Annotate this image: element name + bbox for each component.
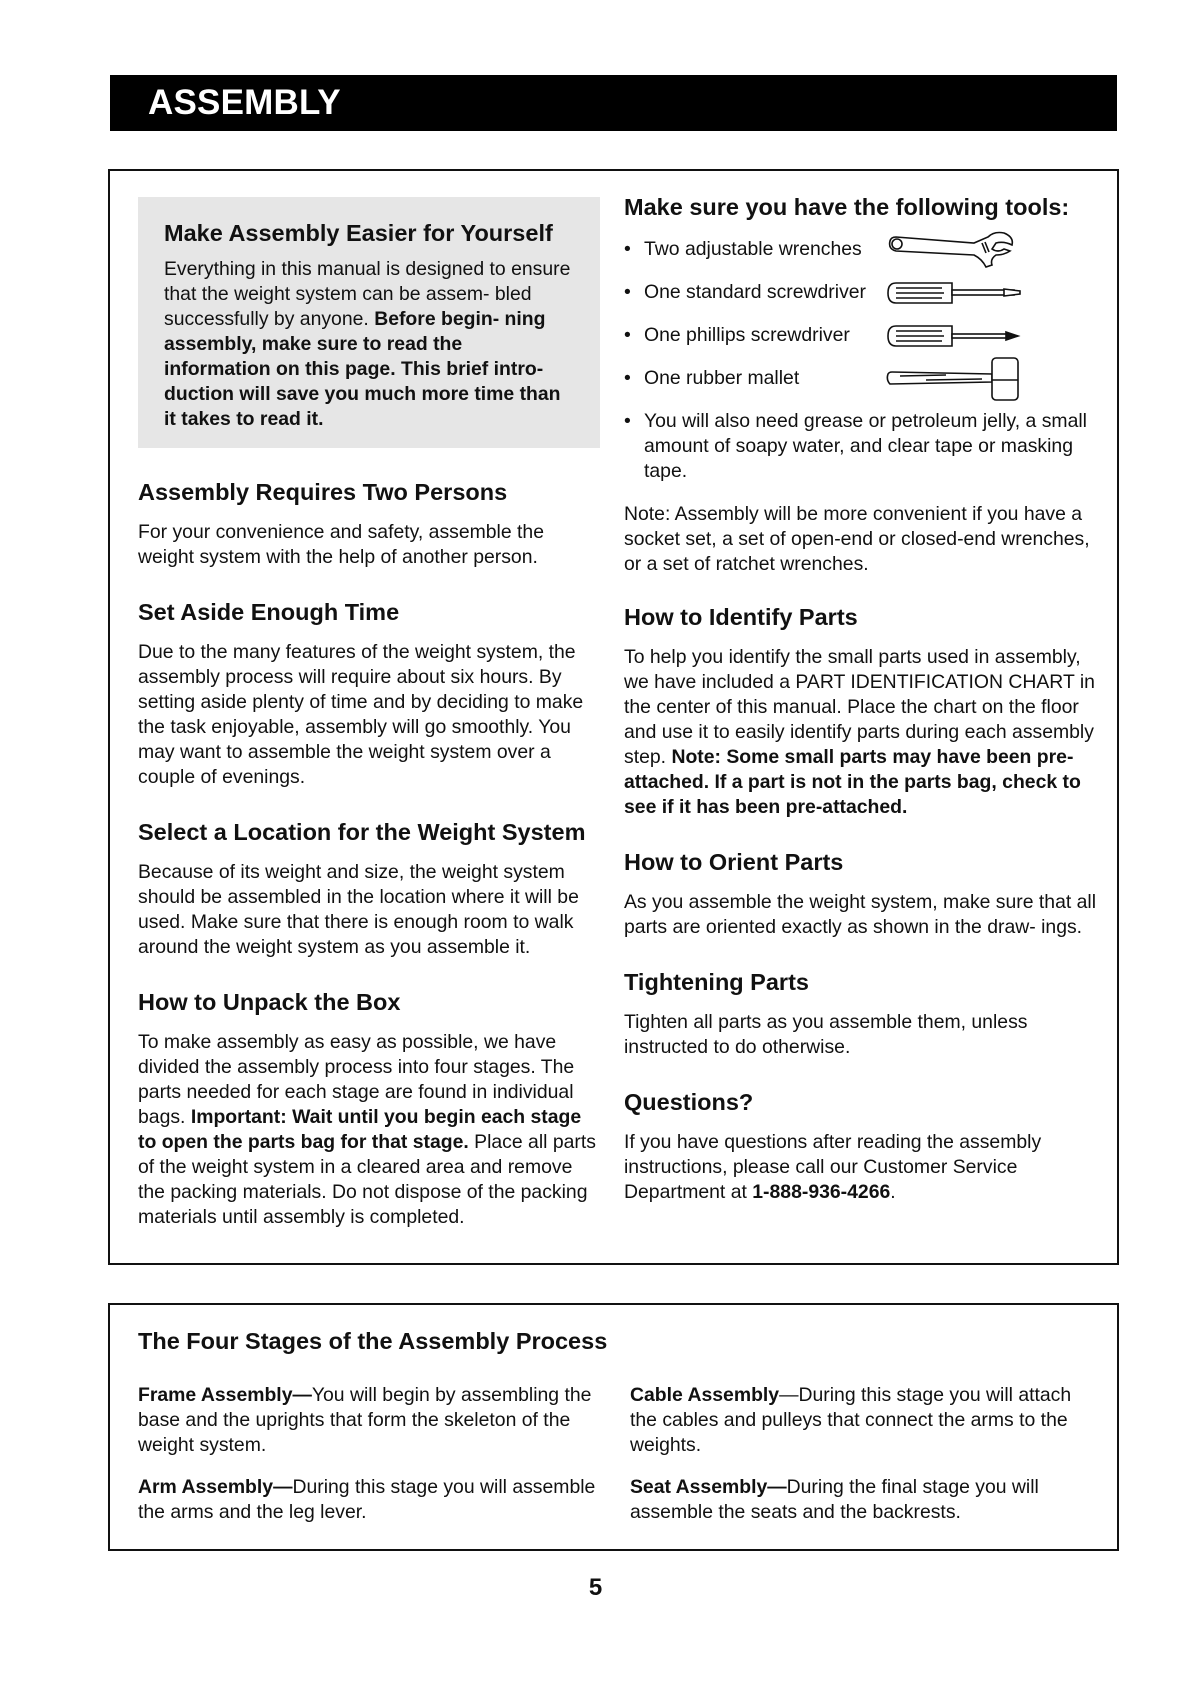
section-tightening-parts <box>624 968 1104 1060</box>
section-questions <box>624 1088 1104 1205</box>
tip-text <box>164 257 574 432</box>
stage-arm-assembly <box>138 1475 598 1525</box>
tools-heading: Make sure you have the following tools: <box>624 194 1070 220</box>
stage-cable-assembly <box>630 1383 1090 1458</box>
bullet: • <box>624 281 631 303</box>
section-heading: Questions? <box>624 1089 754 1115</box>
section-two-persons <box>138 478 600 570</box>
section-heading: Select a Location for the Weight System <box>138 819 586 845</box>
section-text: Tighten all parts as you assemble them, unless instructed to do otherwise. <box>624 1011 1028 1058</box>
assembly-info-box <box>108 169 1119 1265</box>
section-text <box>624 1130 1104 1205</box>
four-stages-box <box>108 1303 1119 1551</box>
text-normal: . <box>890 1181 896 1203</box>
bullet: • <box>624 238 631 260</box>
text-normal: To make assembly as easy as possible, we have divided the assembly process into four stages. The parts needed for each stage are found in individual bags. <box>138 1031 575 1128</box>
page-title: ASSEMBLY <box>148 83 341 122</box>
stage-text: You will begin by assembling the base and the uprights that form the skeleton of the weight system. <box>138 1384 592 1456</box>
section-enough-time <box>138 598 600 790</box>
stage-name: Frame Assembly— <box>138 1384 312 1406</box>
section-heading: Tightening Parts <box>624 969 809 995</box>
tip-box <box>138 197 600 448</box>
stage-frame-assembly <box>138 1383 598 1458</box>
tool-item-phillips-screwdriver <box>624 323 1104 366</box>
page-number: 5 <box>588 1574 603 1601</box>
phillips-screwdriver-icon <box>886 315 1021 357</box>
section-banner <box>110 75 1117 131</box>
tools-note: Note: Assembly will be more convenient if you have a socket set, a set of open-end or closed-end wrenches, or a set of ratchet wrenches. <box>624 503 1090 575</box>
section-heading: How to Unpack the Box <box>138 989 401 1015</box>
section-identify-parts <box>624 603 1104 820</box>
standard-screwdriver-icon <box>886 272 1021 314</box>
section-text <box>624 645 1104 820</box>
tool-item-wrench <box>624 237 1104 280</box>
text-normal: To help you identify the small parts used in assembly, we have included a PART IDENTIFICATION CHART in the center of this manual. Place the chart on the floor and use it to easily identify parts during each assembly step. <box>624 646 1095 768</box>
section-heading: Assembly Requires Two Persons <box>138 479 508 505</box>
phone-number[interactable]: 1-888-936-4266 <box>752 1181 891 1203</box>
tool-item-rubber-mallet <box>624 366 1104 409</box>
tools-list <box>624 237 1104 484</box>
text-normal: If you have questions after reading the assembly instructions, please call our Customer Service Department at <box>624 1131 1042 1203</box>
tool-label: You will also need grease or petroleum jelly, a small amount of soapy water, and clear tape or masking tape. <box>644 410 1087 482</box>
text-normal: Place all parts of the weight system in a cleared area and remove the packing materials. Do not dispose of the packing materials until assembly is completed. <box>138 1131 596 1228</box>
stages-heading: The Four Stages of the Assembly Process <box>138 1328 608 1354</box>
tip-text-normal: Everything in this manual is designed to ensure that the weight system can be assem- bled successfully by anyone. <box>164 258 571 330</box>
stage-name: Seat Assembly— <box>630 1476 787 1498</box>
section-text: Because of its weight and size, the weight system should be assembled in the location where it will be used. Make sure that there is enough room to walk around the weight system as you assemble it. <box>138 861 579 958</box>
section-location <box>138 818 600 960</box>
section-heading: How to Identify Parts <box>624 604 858 630</box>
tip-text-bold: Before begin- ning assembly, make sure to read the information on this page. This brief intro- duction will save you much more time than it takes to read it. <box>164 308 561 430</box>
tool-label: One rubber mallet <box>644 367 800 389</box>
stage-text: During this stage you will assemble the arms and the leg lever. <box>138 1476 596 1523</box>
stage-name: Cable Assembly <box>630 1384 780 1406</box>
adjustable-wrench-icon <box>886 229 1021 271</box>
section-text <box>138 1030 600 1230</box>
tool-item-standard-screwdriver <box>624 280 1104 323</box>
section-heading: How to Orient Parts <box>624 849 844 875</box>
text-important: Important: Wait until you begin each stage to open the parts bag for that stage. <box>138 1106 582 1153</box>
rubber-mallet-icon <box>886 354 1021 404</box>
left-column <box>138 197 600 1258</box>
stage-name: Arm Assembly— <box>138 1476 293 1498</box>
section-text: For your convenience and safety, assemble the weight system with the help of another person. <box>138 521 544 568</box>
section-orient-parts <box>624 848 1104 940</box>
stage-seat-assembly <box>630 1475 1090 1525</box>
tool-label: One phillips screwdriver <box>644 324 850 346</box>
bullet: • <box>624 324 631 346</box>
right-column <box>624 193 1104 1233</box>
tool-label: Two adjustable wrenches <box>644 238 862 260</box>
section-text: Due to the many features of the weight system, the assembly process will require about six hours. By setting aside plenty of time and by deciding to make the task enjoyable, assembly will go smoothly. You may want to assemble the weight system over a couple of evenings. <box>138 641 584 788</box>
tip-title: Make Assembly Easier for Yourself <box>164 220 553 246</box>
section-text: As you assemble the weight system, make sure that all parts are oriented exactly as shown in the draw- ings. <box>624 891 1097 938</box>
bullet: • <box>624 367 631 389</box>
section-unpack <box>138 988 600 1230</box>
tool-item-supplies <box>624 409 1104 484</box>
bullet: • <box>624 410 631 432</box>
text-note: Note: Some small parts may have been pre-attached. If a part is not in the parts bag, check to see if it has been pre-attached. <box>624 746 1081 818</box>
stage-text: —During this stage you will attach the cables and pulleys that connect the arms to the weights. <box>630 1384 1072 1456</box>
section-heading: Set Aside Enough Time <box>138 599 400 625</box>
stage-text: During the final stage you will assemble the seats and the backrests. <box>630 1476 1039 1523</box>
tool-label: One standard screwdriver <box>644 281 867 303</box>
